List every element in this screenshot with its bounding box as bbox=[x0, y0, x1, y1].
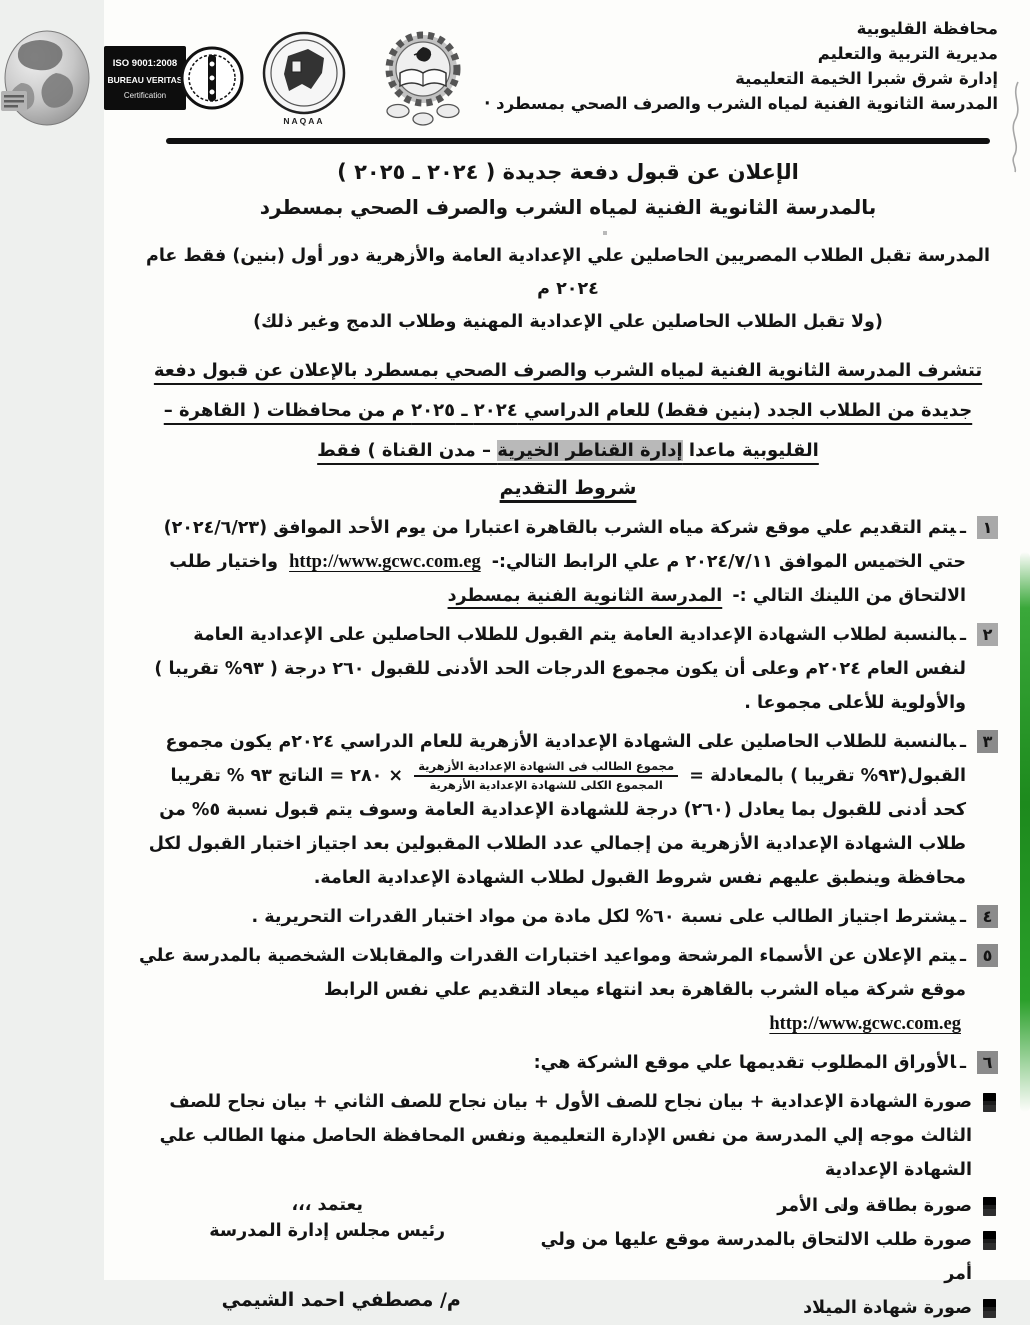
item3-after-fraction: × ٢٨٠ = الناتج ٩٣ % تقريبا كحد أدنى bbox=[170, 766, 966, 820]
square-bullet-icon bbox=[983, 1093, 996, 1112]
announcement-text-end: – مدن القناة ) فقط bbox=[317, 440, 498, 461]
announcement-paragraph bbox=[144, 351, 992, 471]
item-number-badge: ٣ bbox=[977, 730, 998, 753]
item3-rest: للقبول بما يعادل (٢٦٠) درجة للشهادة الإعدادية العامة وسوف يتم قبول نسبة ٥% من طلاب الشهادة الإعدادية الأزهرية من إجمالي عدد الطلاب المقبولين بعد اجتياز اختبار القبول لكل محافظة وينطبق عليهم نفس شروط القبول لطلاب الشهادة الإعدادية العامة. bbox=[148, 800, 966, 888]
required-doc-item bbox=[516, 1223, 998, 1291]
announcement-highlight: إدارة القناطر الخيرية bbox=[497, 440, 683, 461]
condition-item-1 bbox=[138, 511, 998, 613]
item-number-dash: ـ bbox=[960, 625, 966, 645]
document-header bbox=[107, 16, 998, 128]
header-line-school: المدرسة الثانوية الفنية لمياه الشرب والصرف الصحي بمسطرد · bbox=[484, 94, 998, 113]
fraction-numerator: مجموع الطالب فى الشهادة الإعدادية الأزهرية bbox=[414, 759, 678, 777]
seal-caption: NAQAA bbox=[283, 116, 325, 126]
logo-row bbox=[0, 28, 482, 128]
iso-bureau-veritas-badge bbox=[104, 38, 244, 118]
conditions-list bbox=[138, 511, 998, 1080]
school-gear-emblem bbox=[364, 29, 482, 127]
required-doc-item bbox=[516, 1291, 998, 1325]
item-number-badge: ١ bbox=[977, 516, 998, 539]
item5-text: يتم الإعلان عن الأسماء المرشحة ومواعيد اختبارات القدرات والمقابلات الشخصية بالمدرسة علي موقع شركة مياه الشرب بالقاهرة بعد انتهاء ميعاد التقديم علي نفس الرابط bbox=[138, 946, 966, 1000]
doc-item-text: صورة الشهادة الإعدادية + بيان نجاح للصف الأول + بيان نجاح للصف الثاني + بيان نجاح للصف الثالث موجه إلي المدرسة من نفس الإدارة التعليمية ونفس المحافظة الحاصل منها الطالب علي الشهادة الإعدادية bbox=[159, 1092, 972, 1180]
required-doc-item bbox=[138, 1085, 998, 1187]
item-number-badge: ٥ bbox=[977, 944, 998, 967]
condition-item-6 bbox=[138, 1046, 998, 1080]
iso-badge-line3: Certification bbox=[123, 91, 167, 100]
item-number-dash: ـ bbox=[960, 732, 966, 752]
item4-text: يشترط اجتياز الطالب على نسبة ٦٠% لكل مادة من مواد اختبار القدرات التحريرية . bbox=[251, 907, 957, 927]
header-line-directorate: مديرية التربية والتعليم bbox=[817, 44, 998, 63]
item-number-dash: ـ bbox=[960, 1053, 966, 1073]
gcwc-link[interactable]: http://www.gcwc.com.eg bbox=[289, 552, 481, 572]
water-company-globe-logo bbox=[0, 29, 92, 127]
header-divider bbox=[166, 138, 990, 144]
signature-role: رئيس مجلس إدارة المدرسة bbox=[209, 1221, 446, 1241]
section-heading: شروط التقديم bbox=[499, 477, 637, 499]
scanned-document-page bbox=[104, 0, 1030, 1318]
item1-text2: واختيار طلب الالتحاق من اللينك التالي :- bbox=[169, 552, 966, 606]
doc-item-text: صورة طلب الالتحاق بالمدرسة موقع عليها من ولي أمر bbox=[540, 1230, 972, 1284]
signature-block bbox=[138, 1189, 516, 1325]
bottom-section bbox=[138, 1189, 998, 1325]
condition-item-5 bbox=[138, 939, 998, 1041]
iso-badge-line1: ISO 9001:2008 bbox=[112, 58, 178, 69]
signature-approve-label: يعتمد ،،، bbox=[291, 1195, 363, 1215]
document-content bbox=[104, 0, 1030, 1318]
item-number-dash: ـ bbox=[960, 907, 966, 927]
item-number-badge: ٢ bbox=[977, 623, 998, 646]
square-bullet-icon bbox=[983, 1231, 996, 1250]
egypt-map-seal bbox=[256, 28, 352, 128]
item-number-badge: ٦ bbox=[977, 1051, 998, 1074]
page-title: الإعلان عن قبول دفعة جديدة ( ٢٠٢٤ ـ ٢٠٢٥ ) bbox=[337, 160, 799, 184]
item3-lead: بالنسبة للطلاب الحاصلين على الشهادة الإعدادية الأزهرية للعام الدراسي ٢٠٢٤م يكون مجموع القبول(٩٣% تقريبا ) بالمعادلة = bbox=[165, 732, 966, 786]
doc-item-text: صورة بطاقة ولى الأمر bbox=[777, 1196, 972, 1216]
item-number-dash: ـ bbox=[960, 518, 966, 538]
doc-item-text: صورة شهادة الميلاد bbox=[803, 1298, 972, 1318]
header-line-governorate: محافظة القليوبية bbox=[856, 19, 998, 38]
announcement-text-start: تتشرف المدرسة الثانوية الفنية لمياه الشرب والصرف الصحي بمسطرد بالإعلان عن قبول دفعة جديدة من الطلاب الجدد (بنين فقط) للعام الدراسي ٢٠٢٤ ـ ٢٠٢٥ م من محافظات ( القاهرة – القليوبية ماعدا bbox=[153, 360, 983, 461]
item2-text: بالنسبة لطلاب الشهادة الإعدادية العامة يتم القبول للطلاب الحاصلين على الإعدادية العامة لنفس العام ٢٠٢٤م وعلى أن يكون مجموع الدرجات الحد الأدنى للقبول ٢٦٠ درجة ( ٩٣% تقريبا ) والأولوية للأعلى مجموعا . bbox=[154, 625, 966, 713]
required-docs-column bbox=[516, 1189, 998, 1325]
item1-text: يتم التقديم علي موقع شركة مياه الشرب بالقاهرة اعتبارا من يوم الأحد الموافق (٢٠٢٤/٦/٢٣) حتي الخميس الموافق ٢٠٢٤/٧/١١ م علي الرابط التالي:- bbox=[163, 518, 966, 572]
section-heading-wrap bbox=[138, 477, 998, 499]
header-address-block bbox=[484, 16, 998, 116]
iso-badge-line2: BUREAU VERITAS bbox=[107, 75, 183, 85]
intro-paragraph-line2: (ولا تقبل الطلاب الحاصلين علي الإعدادية المهنية وطلاب الدمج وغير ذلك) bbox=[253, 312, 883, 332]
signature-name: م/ مصطفي احمد الشيمي bbox=[221, 1289, 461, 1311]
intro-paragraph-line1: المدرسة تقبل الطلاب المصريين الحاصلين علي الإعدادية العامة والأزهرية دور أول (بنين) فقط عام ٢٠٢٤ م bbox=[146, 246, 990, 299]
condition-item-4 bbox=[138, 900, 998, 934]
item-number-dash: ـ bbox=[960, 946, 966, 966]
square-bullet-icon bbox=[983, 1197, 996, 1216]
fraction-denominator: المجموع الكلى للشهادة الإعدادية الأزهرية bbox=[429, 778, 663, 792]
school-link[interactable]: المدرسة الثانوية الفنية بمسطرد bbox=[447, 586, 723, 606]
condition-item-2 bbox=[138, 618, 998, 720]
item6-text: الأوراق المطلوب تقديمها علي موقع الشركة هي: bbox=[533, 1053, 957, 1073]
square-bullet-icon bbox=[983, 1299, 996, 1318]
item-number-badge: ٤ bbox=[977, 905, 998, 928]
azhar-equation-fraction bbox=[414, 759, 678, 793]
page-subtitle: بالمدرسة الثانوية الفنية لمياه الشرب والصرف الصحي بمسطرد bbox=[259, 195, 877, 219]
condition-item-3 bbox=[138, 725, 998, 895]
header-line-administration: إدارة شرق شبرا الخيمة التعليمية bbox=[735, 69, 998, 88]
gcwc-link[interactable]: http://www.gcwc.com.eg bbox=[769, 1014, 961, 1034]
required-doc-item bbox=[516, 1189, 998, 1223]
